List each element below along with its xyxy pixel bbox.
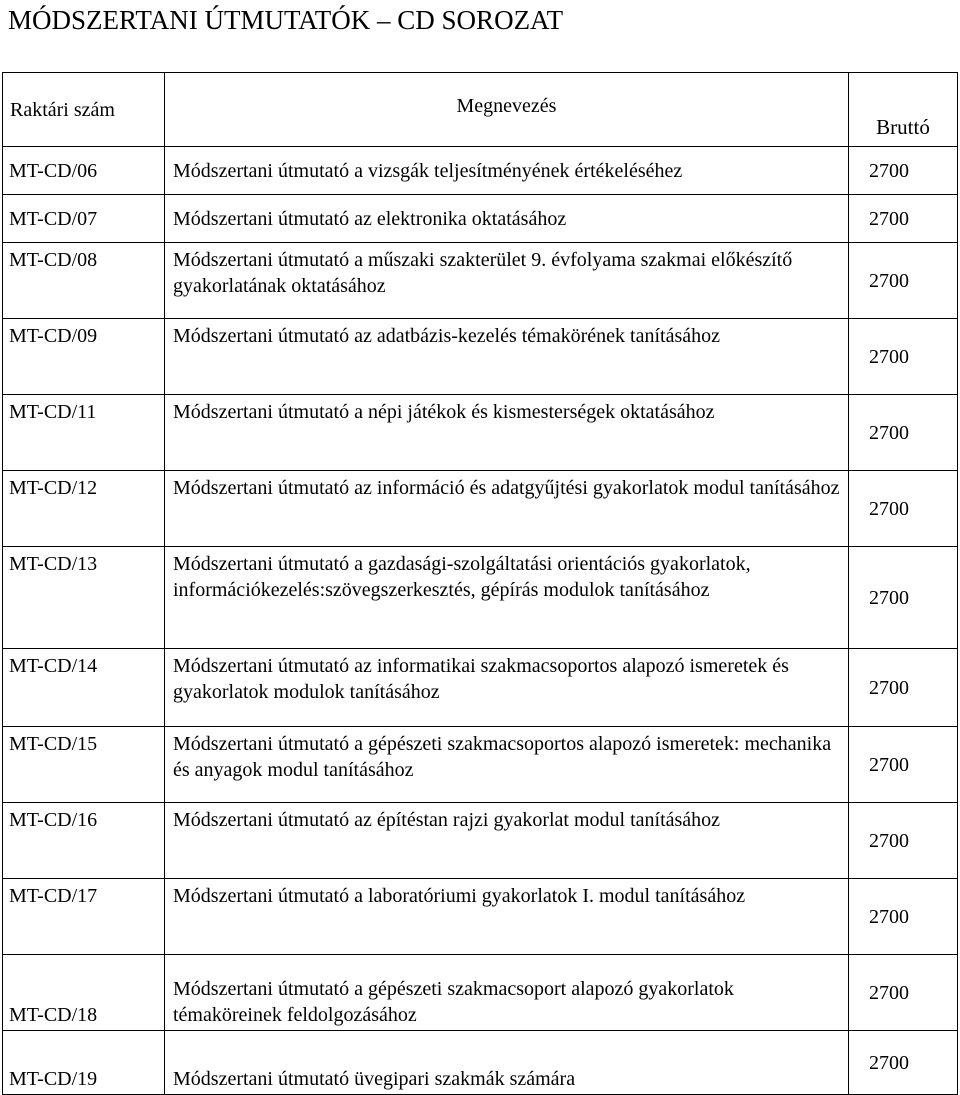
table-row: [3, 803, 958, 879]
row-price: 2700: [849, 547, 958, 649]
row-price: 2700: [849, 471, 958, 547]
row-name: Módszertani útmutató a műszaki szakterület 9. évfolyama szakmai előkészítő gyakorlatának oktatásához: [165, 243, 849, 319]
row-name: Módszertani útmutató a vizsgák teljesítményének értékeléséhez: [165, 147, 849, 195]
row-price: 2700: [849, 243, 958, 319]
row-name: Módszertani útmutató az építéstan rajzi gyakorlat modul tanításához: [165, 803, 849, 879]
table-row: [3, 471, 958, 547]
table-row: [3, 1031, 958, 1095]
row-name: Módszertani útmutató az elektronika oktatásához: [165, 195, 849, 243]
table-header-row: [3, 73, 958, 147]
row-price: 2700: [849, 955, 958, 1031]
row-code: MT-CD/18: [3, 955, 165, 1031]
row-price: 2700: [849, 395, 958, 471]
row-code: MT-CD/08: [3, 243, 165, 319]
table-row: [3, 955, 958, 1031]
table-row: [3, 649, 958, 727]
row-price: 2700: [849, 1031, 958, 1095]
row-name: Módszertani útmutató a laboratóriumi gyakorlatok I. modul tanításához: [165, 879, 849, 955]
table-row: [3, 319, 958, 395]
row-code: MT-CD/06: [3, 147, 165, 195]
row-code: MT-CD/07: [3, 195, 165, 243]
row-code: MT-CD/09: [3, 319, 165, 395]
table-row: [3, 547, 958, 649]
page-title: MÓDSZERTANI ÚTMUTATÓK – CD SOROZAT: [8, 5, 564, 35]
row-price: 2700: [849, 649, 958, 727]
row-name: Módszertani útmutató a gépészeti szakmacsoportos alapozó ismeretek: mechanika és anyagok modul tanításához: [165, 727, 849, 803]
table-row: [3, 195, 958, 243]
row-price: 2700: [849, 727, 958, 803]
row-name: Módszertani útmutató a gazdasági-szolgáltatási orientációs gyakorlatok, információkezelés:szövegszerkesztés, gépírás modulok tanításához: [165, 547, 849, 649]
row-code: MT-CD/13: [3, 547, 165, 649]
column-header-code: Raktári szám: [3, 73, 165, 147]
column-header-name: Megnevezés: [165, 73, 849, 147]
row-code: MT-CD/15: [3, 727, 165, 803]
row-price: 2700: [849, 319, 958, 395]
row-price: 2700: [849, 195, 958, 243]
row-name: Módszertani útmutató a népi játékok és kismesterségek oktatásához: [165, 395, 849, 471]
row-code: MT-CD/19: [3, 1031, 165, 1095]
row-price: 2700: [849, 879, 958, 955]
row-price: 2700: [849, 147, 958, 195]
row-code: MT-CD/12: [3, 471, 165, 547]
row-name: Módszertani útmutató az információ és adatgyűjtési gyakorlatok modul tanításához: [165, 471, 849, 547]
row-code: MT-CD/16: [3, 803, 165, 879]
row-code: MT-CD/14: [3, 649, 165, 727]
table-row: [3, 147, 958, 195]
price-table: [2, 72, 958, 1095]
row-name: Módszertani útmutató üvegipari szakmák számára: [165, 1031, 849, 1095]
row-name: Módszertani útmutató az informatikai szakmacsoportos alapozó ismeretek és gyakorlatok modulok tanításához: [165, 649, 849, 727]
row-price: 2700: [849, 803, 958, 879]
table-row: [3, 727, 958, 803]
column-header-price: Bruttó: [849, 73, 958, 147]
row-code: MT-CD/17: [3, 879, 165, 955]
table-row: [3, 879, 958, 955]
row-name: Módszertani útmutató a gépészeti szakmacsoport alapozó gyakorlatok témaköreinek feldolgozásához: [165, 955, 849, 1031]
row-name: Módszertani útmutató az adatbázis-kezelés témakörének tanításához: [165, 319, 849, 395]
table-row: [3, 395, 958, 471]
row-code: MT-CD/11: [3, 395, 165, 471]
table-row: [3, 243, 958, 319]
